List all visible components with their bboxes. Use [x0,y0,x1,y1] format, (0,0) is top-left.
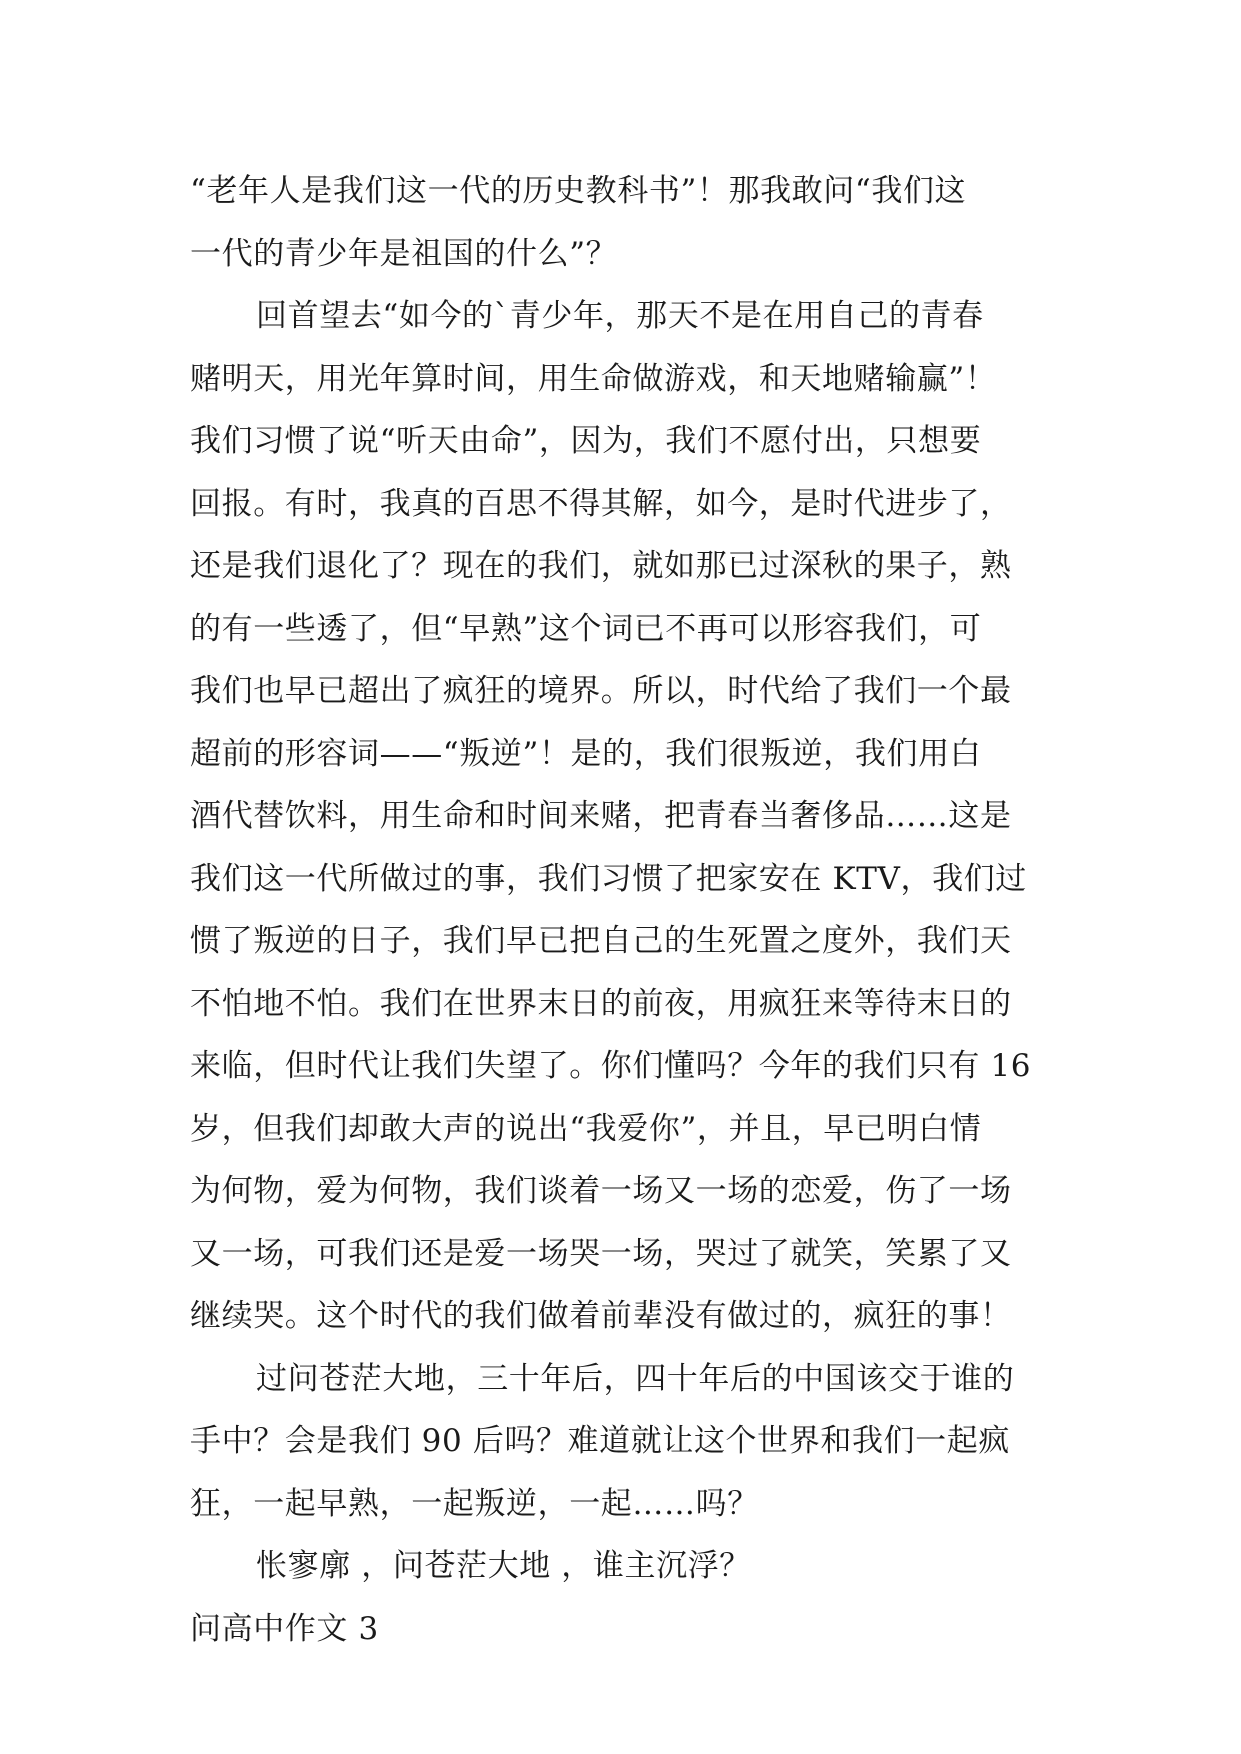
text-line: 还是我们退化了？现在的我们，就如那已过深秋的果子，熟 [190,548,1012,584]
paragraph-start-line: 怅寥廓 ，问苍茫大地 ，谁主沉浮？ [256,1548,751,1584]
text-line: 又一场，可我们还是爱一场哭一场，哭过了就笑，笑累了又 [190,1235,1012,1272]
text-line: 来临，但时代让我们失望了。你们懂吗？今年的我们只有 16 [190,1048,1032,1084]
text-line: 不怕地不怕。我们在世界末日的前夜，用疯狂来等待末日的 [190,985,1012,1022]
next-section-title: 问高中作文 3 [190,1610,379,1647]
text-line: 狂，一起早熟，一起叛逆，一起……吗？ [190,1485,759,1522]
text-line: 一代的青少年是祖国的什么”？ [190,235,618,272]
text-line: 超前的形容词——“叛逆”！是的，我们很叛逆，我们用白 [190,735,982,772]
paragraph-start-line: 回首望去“如今的`青少年，那天不是在用自己的青春 [256,298,984,334]
text-line: 我们习惯了说“听天由命”，因为，我们不愿付出，只想要 [190,423,982,459]
text-line: 赌明天，用光年算时间，用生命做游戏，和天地赌输赢”！ [190,360,997,397]
text-line: 酒代替饮料，用生命和时间来赌，把青春当奢侈品……这是 [190,798,1012,834]
text-line: 手中？会是我们 90 后吗？难道就让这个世界和我们一起疯 [190,1423,1010,1459]
text-line: 继续哭。这个时代的我们做着前辈没有做过的，疯狂的事！ [190,1298,1012,1334]
text-line: 惯了叛逆的日子，我们早已把自己的生死置之度外，我们天 [190,923,1012,959]
text-line: 为何物，爱为何物，我们谈着一场又一场的恋爱，伤了一场 [190,1173,1012,1209]
text-line: 的有一些透了，但“早熟”这个词已不再可以形容我们，可 [190,610,982,647]
text-line: “老年人是我们这一代的历史教科书”！那我敢问“我们这 [190,173,967,209]
text-line: 岁，但我们却敢大声的说出“我爱你”，并且，早已明白情 [190,1110,982,1147]
text-line: 我们这一代所做过的事，我们习惯了把家安在 KTV，我们过 [190,860,1027,897]
essay-body [190,160,1060,1660]
paragraph-start-line: 过问苍茫大地，三十年后，四十年后的中国该交于谁的 [256,1360,1015,1397]
text-line: 我们也早已超出了疯狂的境界。所以，时代给了我们一个最 [190,673,1012,709]
text-line: 回报。有时，我真的百思不得其解，如今，是时代进步了， [190,485,1012,522]
